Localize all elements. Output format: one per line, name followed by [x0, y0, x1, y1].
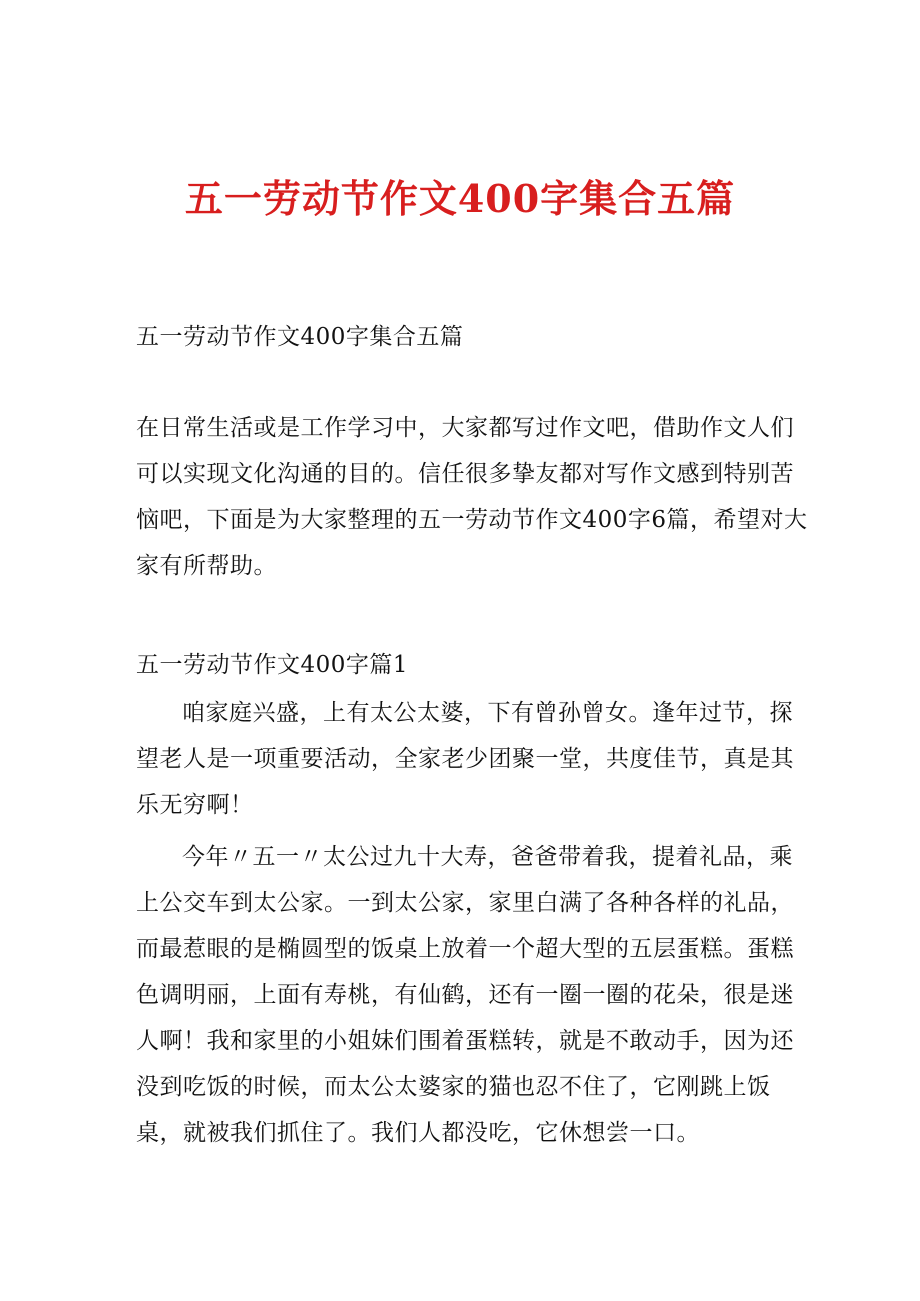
section-heading: 五一劳动节作文400字篇1	[136, 652, 409, 678]
document-subtitle: 五一劳动节作文400字集合五篇	[136, 324, 464, 350]
body-paragraph: 今年〃五一〃太公过九十大寿，爸爸带着我，提着礼品，乘上公交车到太公家。一到太公家，家里白满了各种各样的礼品，而最惹眼的是椭圆型的饭桌上放着一个超大型的五层蛋糕。蛋糕色调明丽，上面有寿桃，有仙鹤，还有一圈一圈的花朵，很是迷人啊！我和家里的小姐妹们围着蛋糕转，就是不敢动手，因为还没到吃饭的时候，而太公太婆家的猫也忍不住了，它刚跳上饭桌，就被我们抓住了。我们人都没吃，它休想尝一口。	[136, 844, 794, 1146]
document-title: 五一劳动节作文400字集合五篇	[184, 176, 736, 222]
intro-paragraph: 在日常生活或是工作学习中，大家都写过作文吧，借助作文人们可以实现文化沟通的目的。信任很多挚友都对写作文感到特别苦恼吧，下面是为大家整理的五一劳动节作文400字6篇，希望对大家有所帮助。	[136, 415, 808, 579]
body-paragraph: 咱家庭兴盛，上有太公太婆，下有曾孙曾女。逢年过节，探望老人是一项重要活动，全家老少团聚一堂，共度佳节，真是其乐无穷啊！	[136, 700, 794, 818]
